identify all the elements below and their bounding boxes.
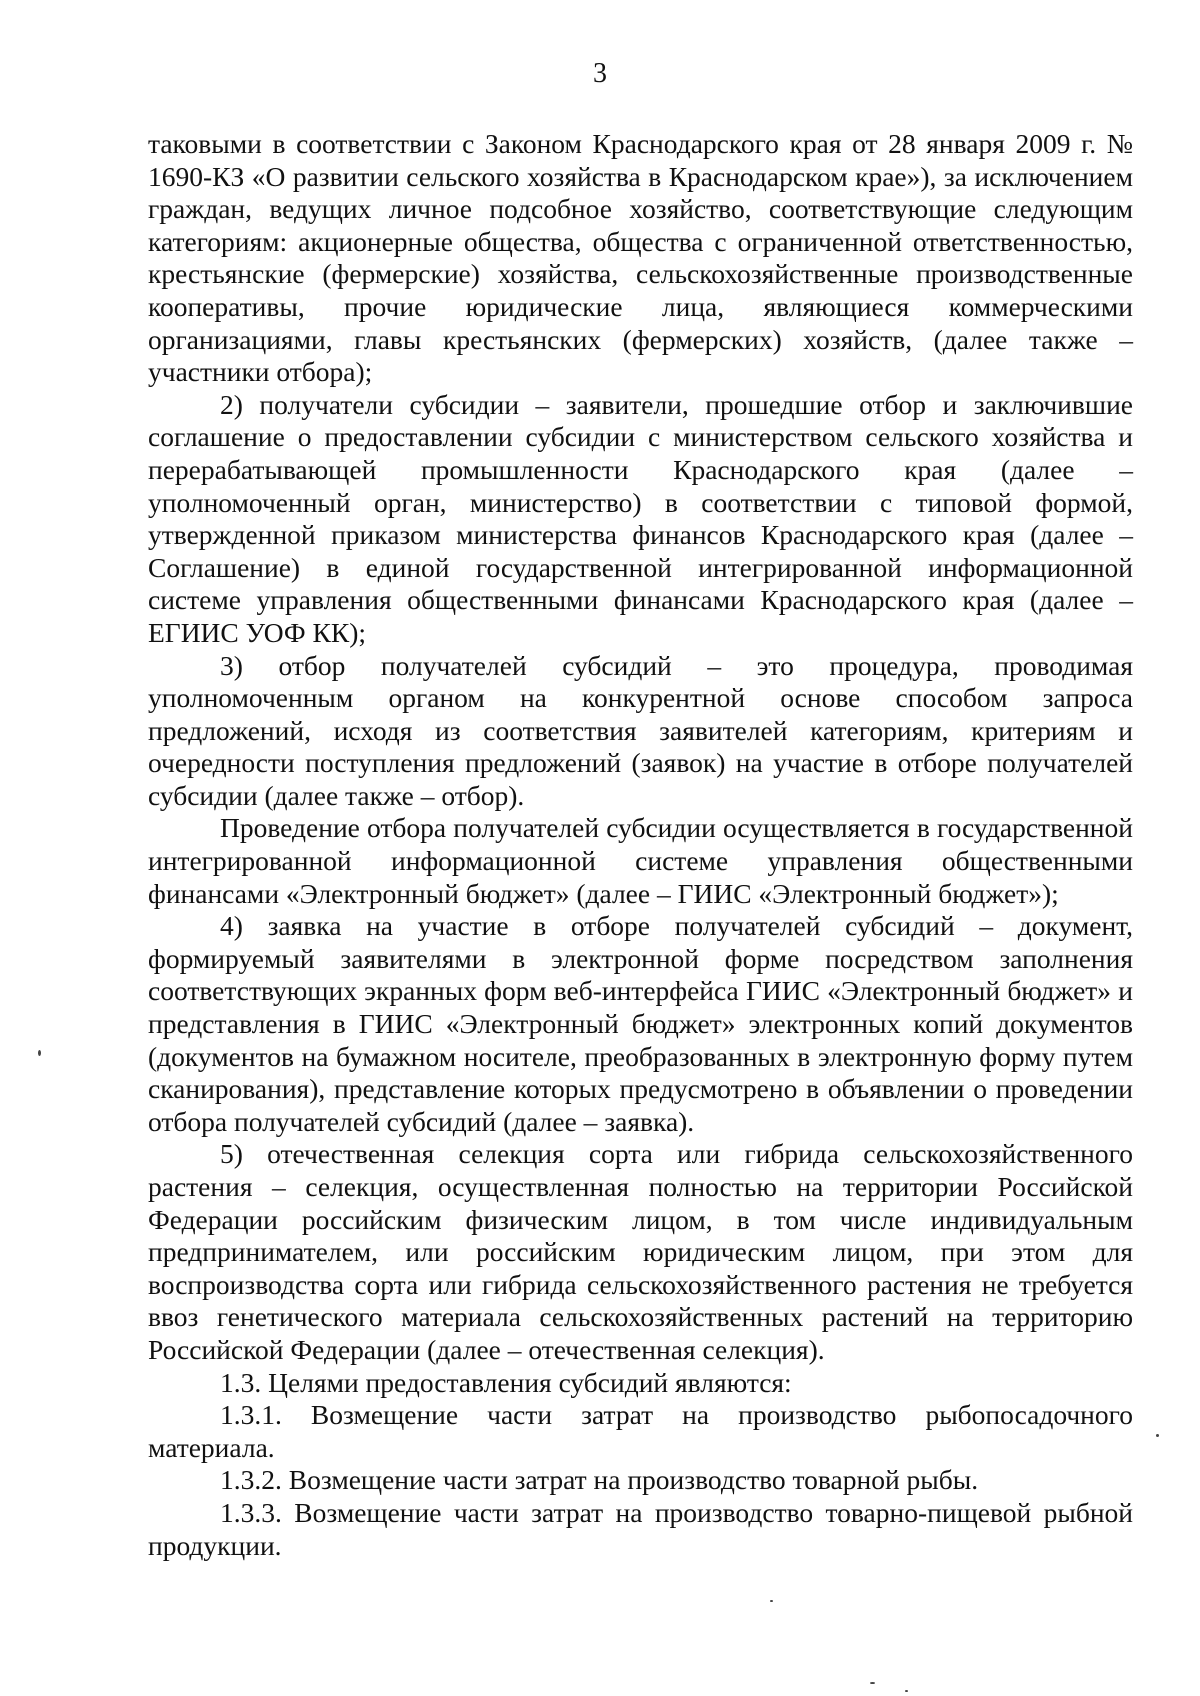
paragraph-subsidy-recipients: 2) получатели субсидии – заявители, прошедшие отбор и заключившие соглашение о предоставлении субсидии с министерством сельского хозяйства и перерабатывающей промышленности Краснодарского края (далее – уполномоченный орган, министерство) в соответствии с типовой формой, утвержденной приказом министерства финансов Краснодарского края (далее – Соглашение) в единой государственной интегрированной информационной системе управления общественными финансами Краснодарского края (далее – ЕГИИС УОФ КК); (148, 388, 1133, 648)
paragraph-goal-1-3-2: 1.3.2. Возмещение части затрат на производство товарной рыбы. (220, 1464, 979, 1496)
paragraph-recipient-selection: 3) отбор получателей субсидий – это процедура, проводимая уполномоченным органом на конкурентной основе способом запроса предложений, исходя из соответствия заявителей категориям, критериям и очередности поступления предложений (заявок) на участие в отборе получателей субсидии (далее также – отбор). (148, 649, 1133, 811)
paragraph-domestic-breeding: 5) отечественная селекция сорта или гибрида сельскохозяйственного растения – селекция, осуществленная полностью на территории Российской Федерации российским физическим лицом, в том числе индивидуальным предпринимателем, или российским юридическим лицом, при этом для воспроизводства сорта или гибрида сельскохозяйственного растения не требуется ввоз генетического материала сельскохозяйственных растений на территорию Российской Федерации (далее – отечественная селекция). (148, 1138, 1133, 1365)
scan-speck (770, 1600, 773, 1602)
scan-speck (38, 1050, 41, 1056)
scan-speck (870, 1682, 875, 1684)
paragraph-categories: таковыми в соответствии с Законом Краснодарского края от 28 января 2009 г. № 1690-КЗ «О развитии сельского хозяйства в Краснодарском крае»), за исключением граждан, ведущих личное подсобное хозяйство, соответствующие следующим категориям: акционерные общества, общества с ограниченной ответственностью, крестьянские (фермерские) хозяйства, сельскохозяйственные производственные кооперативы, прочие юридические лица, являющиеся коммерческими организациями, главы крестьянских (фермерских) хозяйств, (далее также – участники отбора); (148, 128, 1133, 388)
paragraph-application: 4) заявка на участие в отборе получателей субсидий – документ, формируемый заявителями в электронной форме посредством заполнения соответствующих экранных форм веб-интерфейса ГИИС «Электронный бюджет» и представления в ГИИС «Электронный бюджет» электронных копий документов (документов на бумажном носителе, преобразованных в электронную форму путем сканирования), представление которых предусмотрено в объявлении о проведении отбора получателей субсидий (далее – заявка). (148, 910, 1133, 1137)
paragraph-selection-system: Проведение отбора получателей субсидии осуществляется в государственной интегрированной информационной системе управления общественными финансами «Электронный бюджет» (далее – ГИИС «Электронный бюджет»); (148, 812, 1133, 909)
scan-speck (905, 1690, 908, 1692)
document-body (148, 128, 1133, 1562)
paragraph-goals-heading: 1.3. Целями предоставления субсидий являются: (220, 1366, 792, 1398)
scan-speck (1156, 1434, 1159, 1437)
page-number: 3 (593, 58, 607, 89)
paragraph-goal-1-3-1: 1.3.1. Возмещение части затрат на производство рыбопосадочного материала. (148, 1399, 1133, 1463)
paragraph-goal-1-3-3: 1.3.3. Возмещение части затрат на производство товарно-пищевой рыбной продукции. (148, 1496, 1133, 1561)
